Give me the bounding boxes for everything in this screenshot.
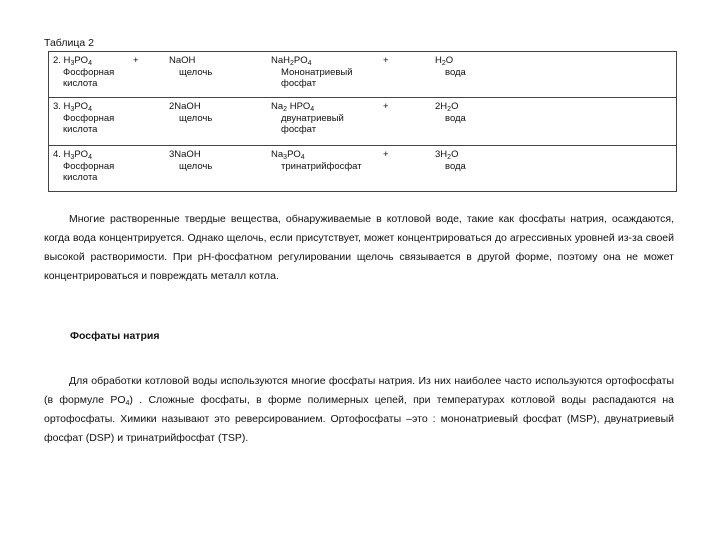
salt-cell: $NaH_2PO_4$ Мононатриевый фосфат — [271, 55, 353, 89]
table-row — [49, 98, 677, 146]
table-caption: Таблица 2 — [44, 37, 94, 49]
plus-sign: + — [383, 55, 389, 66]
salt-cell: $Na_3PO_4$ тринатрийфосфат — [271, 149, 362, 172]
acid-name: кислота — [63, 78, 98, 89]
body-paragraph: Многие растворенные твердые вещества, обнаруживаемые в котловой воде, такие как фосфаты натрия, осаждаются, когда вода концентрируется. Однако щелочь, если присутствует, может концентрироваться до агрессивных уровней из-за своей высокой растворимости. При pH-фосфатном регулировании щелочь связывается в другой форме, поэтому она не может концентрироваться и повреждать металл котла. — [44, 213, 674, 282]
acid-cell: 3. $H_3PO_4$ Фосфорная кислота — [53, 101, 115, 135]
base-cell: 2NaOH щелочь — [169, 101, 213, 124]
acid-name: Фосфорная — [63, 66, 115, 78]
plus-sign — [129, 98, 165, 146]
base-cell: NaOH щелочь — [169, 55, 213, 78]
table-row — [49, 146, 677, 192]
table-row — [49, 52, 677, 98]
base-cell: 3NaOH щелочь — [169, 149, 213, 172]
plus-sign: + — [383, 149, 389, 160]
salt-cell: $Na_2$ $HPO_4$ двунатриевый фосфат — [271, 101, 344, 135]
plus-sign: + — [133, 55, 139, 66]
body-paragraph: Для обработки котловой воды используются многие фосфаты натрия. Из них наиболее часто используются ортофосфаты (в формуле $PO_4$) . Сложные фосфаты, в форме полимерных цепей, при температурах котловой воды распадаются на ортофосфаты. Химики называют это реверсированием. Ортофосфаты –это : мононатриевый фосфат (MSP), двунатриевый фосфат (DSP) и тринатрийфосфат (TSP). — [44, 375, 674, 444]
section-heading: Фосфаты натрия — [70, 330, 160, 342]
water-cell: $2H_2O$ вода — [435, 101, 466, 124]
plus-sign — [129, 146, 165, 192]
acid-cell: 2. $H_3PO_4$ Фосфорная кислота — [49, 52, 130, 98]
plus-sign: + — [383, 101, 389, 112]
acid-cell: 4. $H_3PO_4$ Фосфорная кислота — [53, 149, 115, 183]
water-cell: $H_2O$ вода — [435, 55, 466, 78]
water-cell: $3H_2O$ вода — [435, 149, 466, 172]
reaction-table — [48, 51, 677, 192]
